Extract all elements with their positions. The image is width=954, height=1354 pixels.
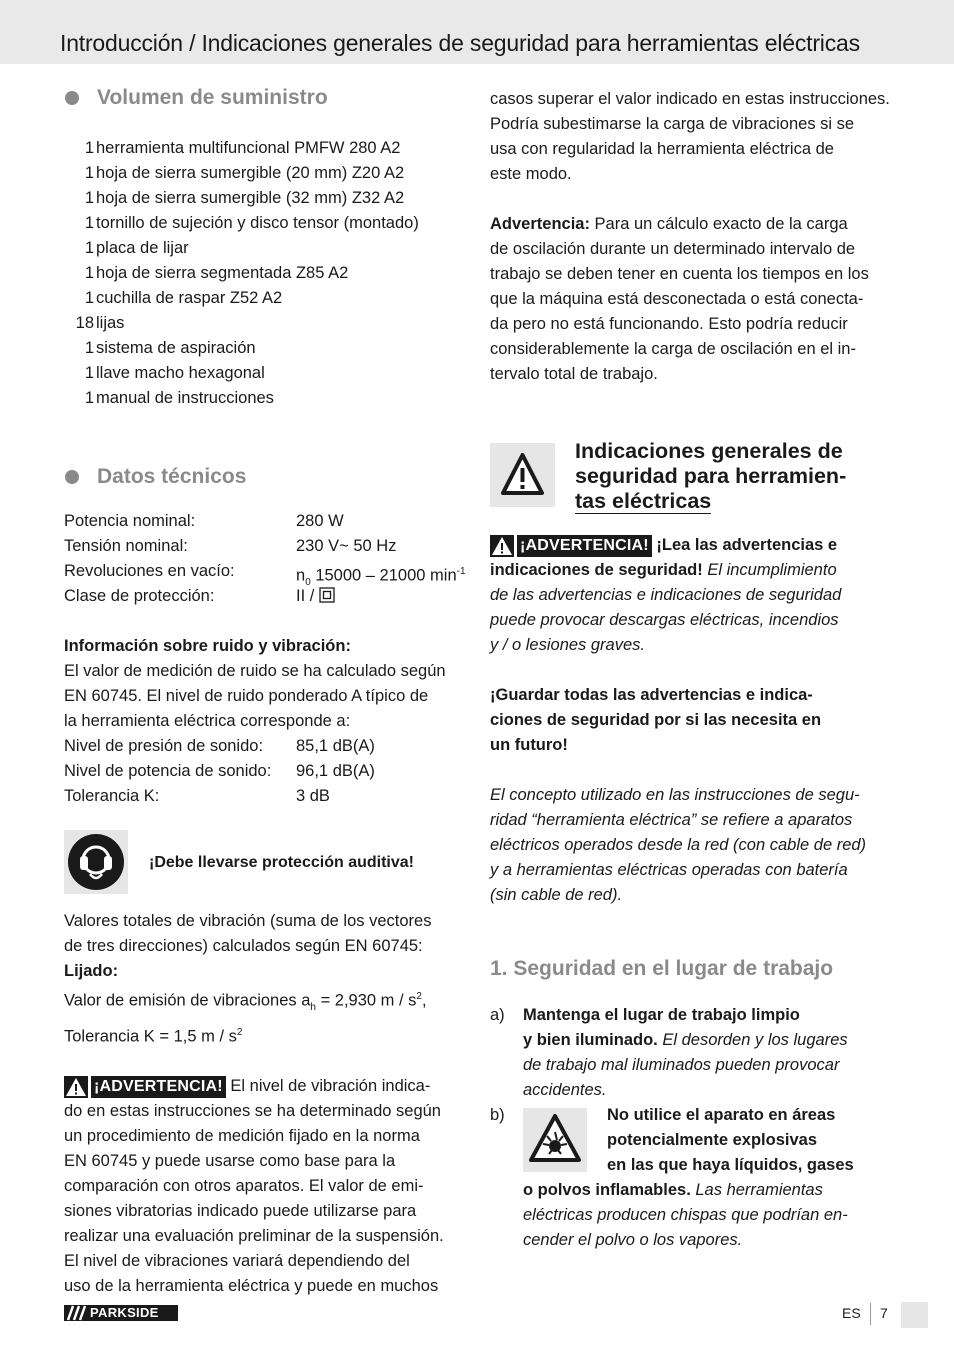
list-item-b: b) No utilice el aparato en áreas potencialmente explosivas en las que haya líquidos, gases o polvos inflamables. Las herramientas eléctricas producen chispas que podrían en- cender el polvo o los vapores. bbox=[490, 1106, 854, 1249]
list-item bbox=[64, 236, 464, 261]
language-code: ES bbox=[842, 1305, 861, 1321]
workplace-heading: 1. Seguridad en el lugar de trabajo bbox=[490, 957, 834, 980]
item-text: cuchilla de raspar Z52 A2 bbox=[96, 289, 283, 307]
item-quantity: 18 bbox=[75, 314, 94, 332]
left-column bbox=[64, 82, 464, 1299]
item-text: herramienta multifuncional PMFW 280 A2 bbox=[96, 139, 401, 157]
bullet-icon bbox=[65, 91, 79, 105]
item-text: sistema de aspiración bbox=[96, 339, 256, 357]
warning-text: El nivel de vibraciones variará dependiendo del bbox=[64, 1252, 410, 1271]
safety-heading-block bbox=[490, 439, 890, 519]
warning-text: siones vibratorias indicado puede utilizarse para bbox=[64, 1202, 417, 1221]
ear-protection-icon bbox=[64, 830, 128, 894]
list-item bbox=[64, 211, 464, 236]
italic-text: de las advertencias e indicaciones de seguridad bbox=[490, 586, 842, 604]
general-warning: ¡ADVERTENCIA! ¡Lea las advertencias e bbox=[490, 533, 890, 558]
warning-text: uso de la herramienta eléctrica y puede en muchos bbox=[64, 1277, 439, 1296]
concept-text: (sin cable de red). bbox=[490, 886, 623, 904]
tolerance-value: Tolerancia K = 1,5 m / $s^2$ bbox=[64, 1026, 243, 1046]
vibration-text: Valores totales de vibración (suma de los vectores bbox=[64, 912, 432, 930]
item-quantity: 1 bbox=[84, 389, 94, 407]
explosion-hazard-icon bbox=[523, 1108, 587, 1172]
keep-instructions: ¡Guardar todas las advertencias e indica- bbox=[490, 686, 813, 704]
section-heading-tech: Datos técnicos bbox=[64, 461, 464, 493]
spec-row: Tensión nominal: 230 V~ 50 Hz bbox=[64, 537, 397, 555]
item-quantity: 1 bbox=[84, 239, 94, 257]
hearing-notice-text: ¡Debe llevarse protección auditiva! bbox=[149, 854, 414, 871]
body-text: usa con regularidad la herramienta eléctrica de bbox=[490, 140, 834, 158]
body-text: tervalo total de trabajo. bbox=[490, 365, 658, 383]
item-text: hoja de sierra sumergible (20 mm) Z20 A2 bbox=[96, 164, 405, 182]
list-item bbox=[64, 336, 464, 361]
warning-triangle-icon bbox=[64, 1076, 88, 1098]
list-item bbox=[64, 136, 464, 161]
item-quantity: 1 bbox=[84, 189, 94, 207]
body-text: da pero no está funcionando. Esto podría reducir bbox=[490, 315, 848, 333]
spec-row: Potencia nominal: 280 W bbox=[64, 512, 344, 530]
list-item bbox=[64, 311, 464, 336]
list-item-a: a) Mantenga el lugar de trabajo limpio y bien iluminado. El desorden y los lugares de trabajo mal iluminados pueden provocar accidentes. bbox=[490, 1006, 848, 1099]
hearing-notice bbox=[64, 830, 464, 894]
noise-row: Tolerancia K: 3 dB bbox=[64, 787, 330, 805]
concept-text: y a herramientas eléctricas operadas con batería bbox=[490, 861, 848, 879]
spec-row: Clase de protección: II / bbox=[64, 584, 464, 609]
list-item bbox=[64, 161, 464, 186]
item-text: manual de instrucciones bbox=[96, 389, 274, 407]
item-text: placa de lijar bbox=[96, 239, 189, 257]
noise-heading: Información sobre ruido y vibración: bbox=[64, 637, 351, 655]
noise-text: EN 60745. El nivel de ruido ponderado A típico de bbox=[64, 687, 429, 705]
warning-text: realizar una evaluación preliminar de la suspensión. bbox=[64, 1227, 444, 1246]
body-text: que la máquina está desconectada o está conecta- bbox=[490, 290, 864, 308]
warning-triangle-icon bbox=[490, 535, 514, 557]
vibration-warning: ¡ADVERTENCIA! El nivel de vibración indica- bbox=[64, 1074, 464, 1099]
list-item bbox=[64, 286, 464, 311]
list-item bbox=[64, 186, 464, 211]
emission-value: Valor de emisión de vibraciones $a_h = 2,930$ m / $s^2$, bbox=[64, 991, 427, 1013]
noise-row: Nivel de presión de sonido: 85,1 dB(A) bbox=[64, 737, 375, 755]
body-text: casos superar el valor indicado en estas instrucciones. bbox=[490, 90, 890, 108]
general-warning-text: indicaciones de seguridad! El incumplimiento bbox=[490, 561, 837, 579]
item-quantity: 1 bbox=[84, 364, 94, 382]
body-text: Podría subestimarse la carga de vibraciones si se bbox=[490, 115, 855, 133]
concept-text: El concepto utilizado en las instrucciones de segu- bbox=[490, 786, 860, 804]
body-text: de oscilación durante un determinado intervalo de bbox=[490, 240, 856, 258]
body-text: este modo. bbox=[490, 165, 572, 183]
item-quantity: 1 bbox=[84, 214, 94, 232]
concept-text: ridad “herramienta eléctrica” se refiere a aparatos bbox=[490, 811, 853, 829]
warning-text: do en estas instrucciones se ha determinado según bbox=[64, 1102, 441, 1121]
supply-list bbox=[64, 136, 464, 411]
section-heading-supply: Volumen de suministro bbox=[64, 82, 464, 114]
noise-row: Nivel de potencia de sonido: 96,1 dB(A) bbox=[64, 762, 375, 780]
page-title: Introducción / Indicaciones generales de seguridad para herramientas eléctricas bbox=[60, 30, 860, 56]
item-text: llave macho hexagonal bbox=[96, 364, 265, 382]
footer-marker bbox=[901, 1302, 928, 1328]
sanding-label: Lijado: bbox=[64, 962, 119, 980]
safety-heading: Indicaciones generales de seguridad para herramien- tas eléctricas bbox=[575, 439, 847, 513]
item-text: hoja de sierra segmentada Z85 A2 bbox=[96, 264, 349, 282]
item-quantity: 1 bbox=[84, 264, 94, 282]
item-text: tornillo de sujeción y disco tensor (montado) bbox=[96, 214, 419, 232]
item-text: lijas bbox=[96, 314, 125, 332]
item-quantity: 1 bbox=[84, 139, 94, 157]
warning-text: EN 60745 y puede usarse como base para la bbox=[64, 1152, 396, 1171]
warning-label: ¡ADVERTENCIA! bbox=[517, 535, 652, 557]
italic-text: puede provocar descargas eléctricas, incendios bbox=[490, 611, 839, 629]
italic-text: y / o lesiones graves. bbox=[490, 636, 645, 654]
list-item bbox=[64, 386, 464, 411]
double-insulation-icon bbox=[319, 587, 335, 603]
warning-label: ¡ADVERTENCIA! bbox=[91, 1076, 226, 1098]
noise-text: la herramienta eléctrica corresponde a: bbox=[64, 712, 351, 730]
list-item bbox=[64, 361, 464, 386]
body-text: trabajo se deben tener en cuenta los tiempos en los bbox=[490, 265, 869, 283]
bullet-icon bbox=[65, 470, 79, 484]
keep-instructions: un futuro! bbox=[490, 736, 568, 754]
vibration-text: de tres direcciones) calculados según EN 60745: bbox=[64, 937, 423, 955]
warning-triangle-icon bbox=[490, 443, 555, 507]
spec-row: Revoluciones en vacío: $n_0$ 15000 – 21000 $\min^{-1}$ bbox=[64, 562, 466, 588]
noise-text: El valor de medición de ruido se ha calculado según bbox=[64, 662, 446, 680]
concept-text: eléctricos operados desde la red (con cable de red) bbox=[490, 836, 867, 854]
warning-text: un procedimiento de medición fijado en la norma bbox=[64, 1127, 420, 1146]
item-quantity: 1 bbox=[84, 164, 94, 182]
parkside-logo: PARKSIDE bbox=[64, 1305, 178, 1321]
item-quantity: 1 bbox=[84, 339, 94, 357]
warning-text: comparación con otros aparatos. El valor de emi- bbox=[64, 1177, 424, 1196]
footer-divider bbox=[870, 1303, 871, 1325]
advert-paragraph: Advertencia: Para un cálculo exacto de la carga bbox=[490, 215, 848, 233]
item-quantity: 1 bbox=[84, 289, 94, 307]
spec-table bbox=[64, 509, 464, 609]
list-item bbox=[64, 261, 464, 286]
keep-instructions: ciones de seguridad por si las necesita en bbox=[490, 711, 822, 729]
body-text: considerablemente la carga de oscilación en el in- bbox=[490, 340, 856, 358]
right-column bbox=[490, 87, 890, 1253]
page-number: 7 bbox=[880, 1305, 888, 1321]
item-text: hoja de sierra sumergible (32 mm) Z32 A2 bbox=[96, 189, 405, 207]
